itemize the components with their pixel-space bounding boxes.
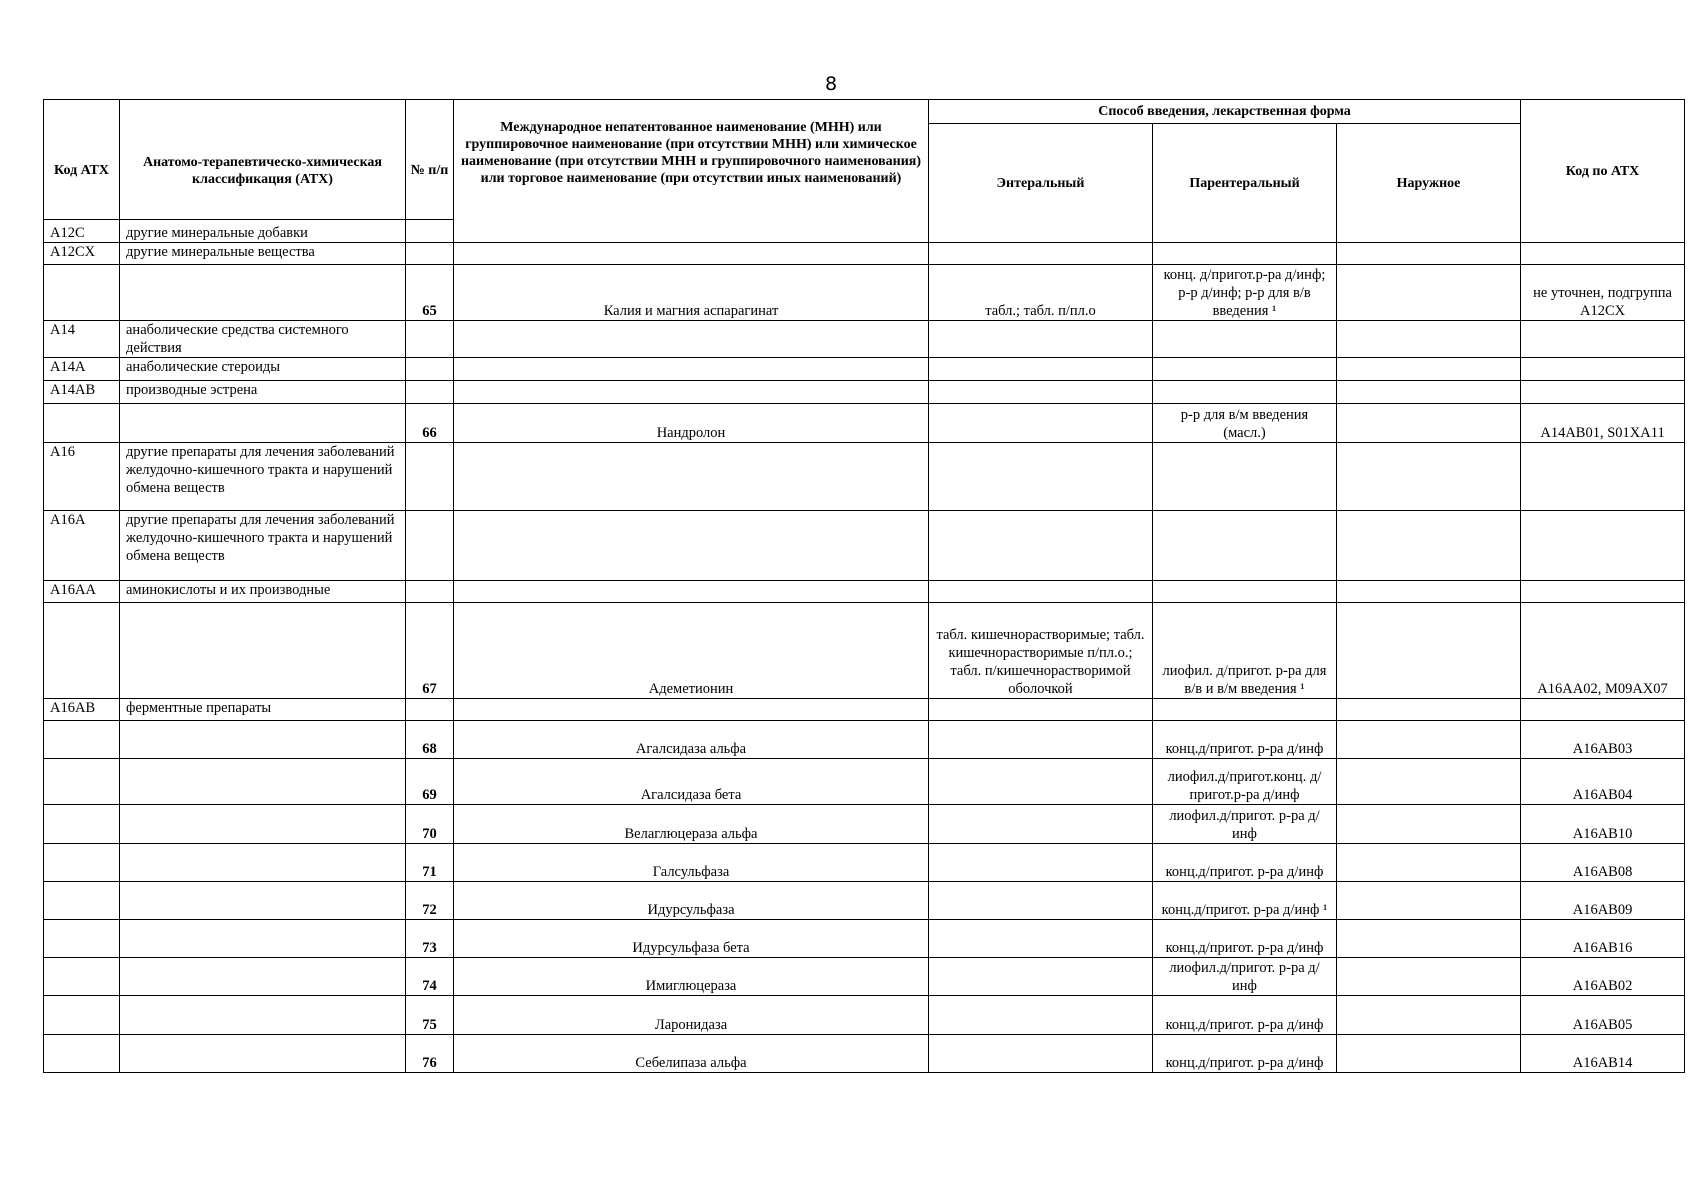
first-row-classification: другие минеральные добавки bbox=[120, 220, 406, 243]
cell-parenteral bbox=[1153, 243, 1337, 265]
cell-parenteral: конц. д/пригот.р-ра д/инф; р-р д/инф; р-р для в/в введения ¹ bbox=[1153, 265, 1337, 321]
cell-external bbox=[1337, 805, 1521, 844]
cell-classification bbox=[120, 958, 406, 996]
cell-classification: ферментные препараты bbox=[120, 699, 406, 721]
cell-atx-code: A16AB05 bbox=[1521, 996, 1685, 1035]
cell-code: A14A bbox=[44, 358, 120, 381]
cell-external bbox=[1337, 759, 1521, 805]
cell-name: Калия и магния аспарагинат bbox=[454, 265, 929, 321]
cell-enteral bbox=[929, 805, 1153, 844]
cell-parenteral: конц.д/пригот. р-ра д/инф bbox=[1153, 721, 1337, 759]
cell-classification bbox=[120, 996, 406, 1035]
cell-name: Себелипаза альфа bbox=[454, 1035, 929, 1073]
cell-parenteral: конц.д/пригот. р-ра д/инф bbox=[1153, 920, 1337, 958]
cell-name: Имиглюцераза bbox=[454, 958, 929, 996]
cell-classification: аминокислоты и их производные bbox=[120, 581, 406, 603]
cell-atx-code: A16AA02, M09AX07 bbox=[1521, 603, 1685, 699]
table-row bbox=[44, 321, 1685, 358]
medicines-table bbox=[43, 99, 1685, 1073]
cell-atx-code bbox=[1521, 358, 1685, 381]
table-row bbox=[44, 759, 1685, 805]
cell-name bbox=[454, 358, 929, 381]
cell-parenteral: конц.д/пригот. р-ра д/инф bbox=[1153, 844, 1337, 882]
cell-atx-code bbox=[1521, 581, 1685, 603]
table-row bbox=[44, 404, 1685, 443]
cell-external bbox=[1337, 920, 1521, 958]
table-row bbox=[44, 603, 1685, 699]
cell-name: Идурсульфаза бета bbox=[454, 920, 929, 958]
cell-enteral bbox=[929, 844, 1153, 882]
cell-enteral bbox=[929, 581, 1153, 603]
cell-code bbox=[44, 958, 120, 996]
table-row bbox=[44, 958, 1685, 996]
header-route-group: Способ введения, лекарственная форма bbox=[929, 100, 1521, 124]
cell-name: Галсульфаза bbox=[454, 844, 929, 882]
cell-classification: другие препараты для лечения заболеваний желудочно-кишечного тракта и нарушений обмена веществ bbox=[120, 443, 406, 511]
cell-name bbox=[454, 381, 929, 404]
cell-enteral bbox=[929, 321, 1153, 358]
cell-name bbox=[454, 699, 929, 721]
cell-parenteral: конц.д/пригот. р-ра д/инф ¹ bbox=[1153, 882, 1337, 920]
cell-classification bbox=[120, 265, 406, 321]
cell-code bbox=[44, 920, 120, 958]
cell-number: 75 bbox=[406, 996, 454, 1035]
cell-classification: анаболические средства системного действия bbox=[120, 321, 406, 358]
cell-number bbox=[406, 358, 454, 381]
cell-enteral bbox=[929, 243, 1153, 265]
cell-number: 68 bbox=[406, 721, 454, 759]
cell-classification: другие минеральные вещества bbox=[120, 243, 406, 265]
cell-code: A16AA bbox=[44, 581, 120, 603]
table-row bbox=[44, 805, 1685, 844]
cell-external bbox=[1337, 1035, 1521, 1073]
cell-atx-code bbox=[1521, 511, 1685, 581]
cell-external bbox=[1337, 243, 1521, 265]
table-row bbox=[44, 265, 1685, 321]
cell-parenteral: конц.д/пригот. р-ра д/инф bbox=[1153, 996, 1337, 1035]
cell-enteral bbox=[929, 882, 1153, 920]
cell-parenteral bbox=[1153, 511, 1337, 581]
cell-enteral bbox=[929, 759, 1153, 805]
cell-parenteral bbox=[1153, 699, 1337, 721]
cell-number: 65 bbox=[406, 265, 454, 321]
cell-code bbox=[44, 603, 120, 699]
cell-atx-code bbox=[1521, 243, 1685, 265]
cell-classification bbox=[120, 759, 406, 805]
cell-classification bbox=[120, 920, 406, 958]
cell-external bbox=[1337, 404, 1521, 443]
cell-atx-code: A16AB04 bbox=[1521, 759, 1685, 805]
cell-atx-code bbox=[1521, 321, 1685, 358]
cell-number bbox=[406, 581, 454, 603]
cell-number: 67 bbox=[406, 603, 454, 699]
cell-parenteral: конц.д/пригот. р-ра д/инф bbox=[1153, 1035, 1337, 1073]
table-row bbox=[44, 1035, 1685, 1073]
cell-parenteral: лиофил.д/пригот. р-ра д/инф bbox=[1153, 958, 1337, 996]
cell-name: Велаглюцераза альфа bbox=[454, 805, 929, 844]
cell-name bbox=[454, 243, 929, 265]
table-row bbox=[44, 511, 1685, 581]
cell-name: Агалсидаза бета bbox=[454, 759, 929, 805]
cell-name bbox=[454, 321, 929, 358]
cell-parenteral: р-р для в/м введения (масл.) bbox=[1153, 404, 1337, 443]
cell-classification bbox=[120, 882, 406, 920]
cell-parenteral bbox=[1153, 581, 1337, 603]
cell-parenteral: лиофил.д/пригот. р-ра д/инф bbox=[1153, 805, 1337, 844]
cell-external bbox=[1337, 721, 1521, 759]
cell-number: 72 bbox=[406, 882, 454, 920]
header-name: Международное непатентованное наименование (МНН) или группировочное наименование (при отсутствии МНН) или химическое наименование (при отсутствии МНН и группировочного наименования) или торговое наименование (при отсутствии иных наименований) bbox=[454, 100, 929, 243]
first-row-number bbox=[406, 220, 454, 243]
cell-classification bbox=[120, 603, 406, 699]
cell-external bbox=[1337, 996, 1521, 1035]
cell-parenteral: лиофил.д/пригот.конц. д/пригот.р-ра д/инф bbox=[1153, 759, 1337, 805]
cell-name bbox=[454, 511, 929, 581]
cell-atx-code bbox=[1521, 381, 1685, 404]
cell-enteral bbox=[929, 404, 1153, 443]
header-parenteral: Парентеральный bbox=[1153, 124, 1337, 243]
cell-parenteral bbox=[1153, 358, 1337, 381]
table-row bbox=[44, 920, 1685, 958]
cell-code bbox=[44, 404, 120, 443]
cell-external bbox=[1337, 321, 1521, 358]
cell-external bbox=[1337, 443, 1521, 511]
cell-number: 74 bbox=[406, 958, 454, 996]
cell-code bbox=[44, 721, 120, 759]
cell-enteral: табл.; табл. п/пл.о bbox=[929, 265, 1153, 321]
first-row-code: A12C bbox=[44, 220, 120, 243]
cell-name: Адеметионин bbox=[454, 603, 929, 699]
cell-atx-code bbox=[1521, 443, 1685, 511]
cell-enteral bbox=[929, 721, 1153, 759]
cell-external bbox=[1337, 844, 1521, 882]
table-row bbox=[44, 721, 1685, 759]
header-code: Код АТХ bbox=[44, 100, 120, 220]
table-header bbox=[44, 100, 1685, 243]
cell-classification: производные эстрена bbox=[120, 381, 406, 404]
cell-atx-code: A14AB01, S01XA11 bbox=[1521, 404, 1685, 443]
cell-classification bbox=[120, 404, 406, 443]
cell-external bbox=[1337, 699, 1521, 721]
cell-number: 66 bbox=[406, 404, 454, 443]
cell-name: Ларонидаза bbox=[454, 996, 929, 1035]
table-row bbox=[44, 443, 1685, 511]
cell-number: 70 bbox=[406, 805, 454, 844]
cell-code bbox=[44, 805, 120, 844]
cell-number bbox=[406, 511, 454, 581]
cell-code bbox=[44, 1035, 120, 1073]
cell-code bbox=[44, 844, 120, 882]
cell-enteral: табл. кишечнорастворимые; табл. кишечнорастворимые п/пл.о.; табл. п/кишечнорастворимой оболочкой bbox=[929, 603, 1153, 699]
cell-external bbox=[1337, 581, 1521, 603]
header-atx-code: Код по АТХ bbox=[1521, 100, 1685, 243]
cell-external bbox=[1337, 882, 1521, 920]
cell-code: A16 bbox=[44, 443, 120, 511]
table-row bbox=[44, 996, 1685, 1035]
cell-atx-code: A16AB02 bbox=[1521, 958, 1685, 996]
cell-enteral bbox=[929, 920, 1153, 958]
table-row bbox=[44, 844, 1685, 882]
cell-external bbox=[1337, 265, 1521, 321]
cell-atx-code: A16AB14 bbox=[1521, 1035, 1685, 1073]
cell-enteral bbox=[929, 1035, 1153, 1073]
cell-code: A14AB bbox=[44, 381, 120, 404]
cell-number bbox=[406, 443, 454, 511]
cell-classification bbox=[120, 1035, 406, 1073]
cell-classification bbox=[120, 721, 406, 759]
cell-name bbox=[454, 581, 929, 603]
cell-external bbox=[1337, 603, 1521, 699]
cell-name: Нандролон bbox=[454, 404, 929, 443]
header-number: № п/п bbox=[406, 100, 454, 220]
cell-parenteral bbox=[1153, 381, 1337, 404]
header-enteral: Энтеральный bbox=[929, 124, 1153, 243]
cell-atx-code: A16AB10 bbox=[1521, 805, 1685, 844]
cell-enteral bbox=[929, 381, 1153, 404]
cell-classification: другие препараты для лечения заболеваний желудочно-кишечного тракта и нарушений обмена веществ bbox=[120, 511, 406, 581]
cell-code: A14 bbox=[44, 321, 120, 358]
cell-number: 76 bbox=[406, 1035, 454, 1073]
table-row bbox=[44, 581, 1685, 603]
cell-code: A12CX bbox=[44, 243, 120, 265]
cell-atx-code: A16AB16 bbox=[1521, 920, 1685, 958]
cell-enteral bbox=[929, 511, 1153, 581]
cell-code bbox=[44, 882, 120, 920]
cell-code bbox=[44, 265, 120, 321]
cell-enteral bbox=[929, 358, 1153, 381]
cell-classification bbox=[120, 844, 406, 882]
cell-external bbox=[1337, 381, 1521, 404]
cell-parenteral bbox=[1153, 321, 1337, 358]
cell-number: 73 bbox=[406, 920, 454, 958]
cell-external bbox=[1337, 511, 1521, 581]
cell-atx-code: A16AB08 bbox=[1521, 844, 1685, 882]
cell-code bbox=[44, 759, 120, 805]
header-external: Наружное bbox=[1337, 124, 1521, 243]
cell-parenteral: лиофил. д/пригот. р-ра для в/в и в/м введения ¹ bbox=[1153, 603, 1337, 699]
cell-parenteral bbox=[1153, 443, 1337, 511]
cell-atx-code: A16AB03 bbox=[1521, 721, 1685, 759]
cell-number bbox=[406, 699, 454, 721]
table-row bbox=[44, 243, 1685, 265]
table-row bbox=[44, 882, 1685, 920]
page-number: 8 bbox=[824, 73, 838, 95]
cell-code: A16A bbox=[44, 511, 120, 581]
table-row bbox=[44, 699, 1685, 721]
cell-classification: анаболические стероиды bbox=[120, 358, 406, 381]
cell-external bbox=[1337, 358, 1521, 381]
cell-code bbox=[44, 996, 120, 1035]
cell-name: Агалсидаза альфа bbox=[454, 721, 929, 759]
cell-classification bbox=[120, 805, 406, 844]
cell-number bbox=[406, 381, 454, 404]
cell-atx-code: A16AB09 bbox=[1521, 882, 1685, 920]
table-row bbox=[44, 358, 1685, 381]
cell-atx-code: не уточнен, подгруппа A12CX bbox=[1521, 265, 1685, 321]
cell-enteral bbox=[929, 699, 1153, 721]
cell-external bbox=[1337, 958, 1521, 996]
header-classification: Анатомо-терапевтическо-химическая классификация (АТХ) bbox=[120, 100, 406, 220]
cell-code: A16AB bbox=[44, 699, 120, 721]
cell-name: Идурсульфаза bbox=[454, 882, 929, 920]
cell-enteral bbox=[929, 443, 1153, 511]
cell-number: 71 bbox=[406, 844, 454, 882]
cell-number bbox=[406, 243, 454, 265]
cell-number: 69 bbox=[406, 759, 454, 805]
cell-name bbox=[454, 443, 929, 511]
cell-enteral bbox=[929, 996, 1153, 1035]
cell-enteral bbox=[929, 958, 1153, 996]
table-body bbox=[44, 243, 1685, 1073]
cell-number bbox=[406, 321, 454, 358]
table-row bbox=[44, 381, 1685, 404]
cell-atx-code bbox=[1521, 699, 1685, 721]
